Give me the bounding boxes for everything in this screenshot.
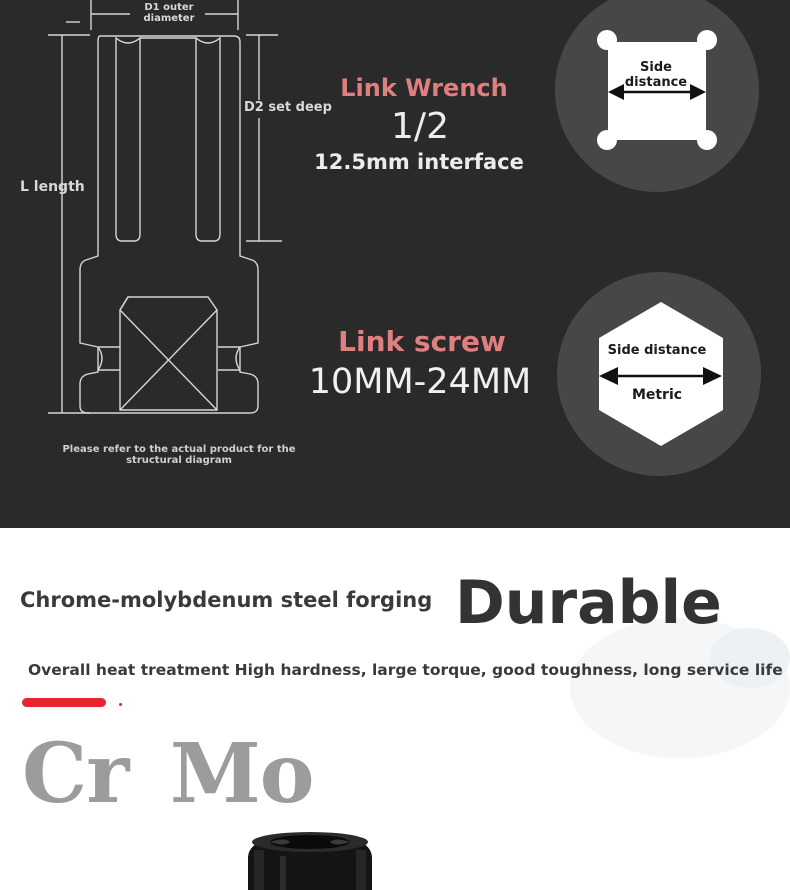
link-wrench-size: 1/2 xyxy=(391,106,449,147)
hex-side-distance-label: Side distance xyxy=(607,343,707,358)
material-heading: Chrome-molybdenum steel forging xyxy=(20,588,433,612)
d2-set-deep-label: D2 set deep xyxy=(244,100,332,115)
structure-note: Please refer to the actual product for the structural diagram xyxy=(62,444,296,466)
accent-bar xyxy=(22,698,106,707)
cr-mo-text: Cr Mo xyxy=(22,726,314,822)
length-label: L length xyxy=(20,179,85,195)
feature-description: Overall heat treatment High hardness, large torque, good toughness, long service life xyxy=(28,661,783,679)
durable-headline: Durable xyxy=(455,568,722,638)
square-drive-icon xyxy=(590,24,724,158)
link-wrench-title: Link Wrench xyxy=(340,74,508,102)
link-screw-range: 10MM-24MM xyxy=(308,362,532,402)
socket-product-image xyxy=(240,828,380,890)
hex-metric-label: Metric xyxy=(631,387,683,403)
d1-outer-diameter-label: D1 outer diameter xyxy=(143,2,195,24)
square-side-distance-label: Side distance xyxy=(624,60,688,90)
hex-socket-icon xyxy=(596,300,726,448)
link-wrench-interface: 12.5mm interface xyxy=(314,150,524,174)
link-screw-title: Link screw xyxy=(338,325,506,358)
feature-section xyxy=(0,528,790,890)
accent-dot xyxy=(119,703,122,706)
